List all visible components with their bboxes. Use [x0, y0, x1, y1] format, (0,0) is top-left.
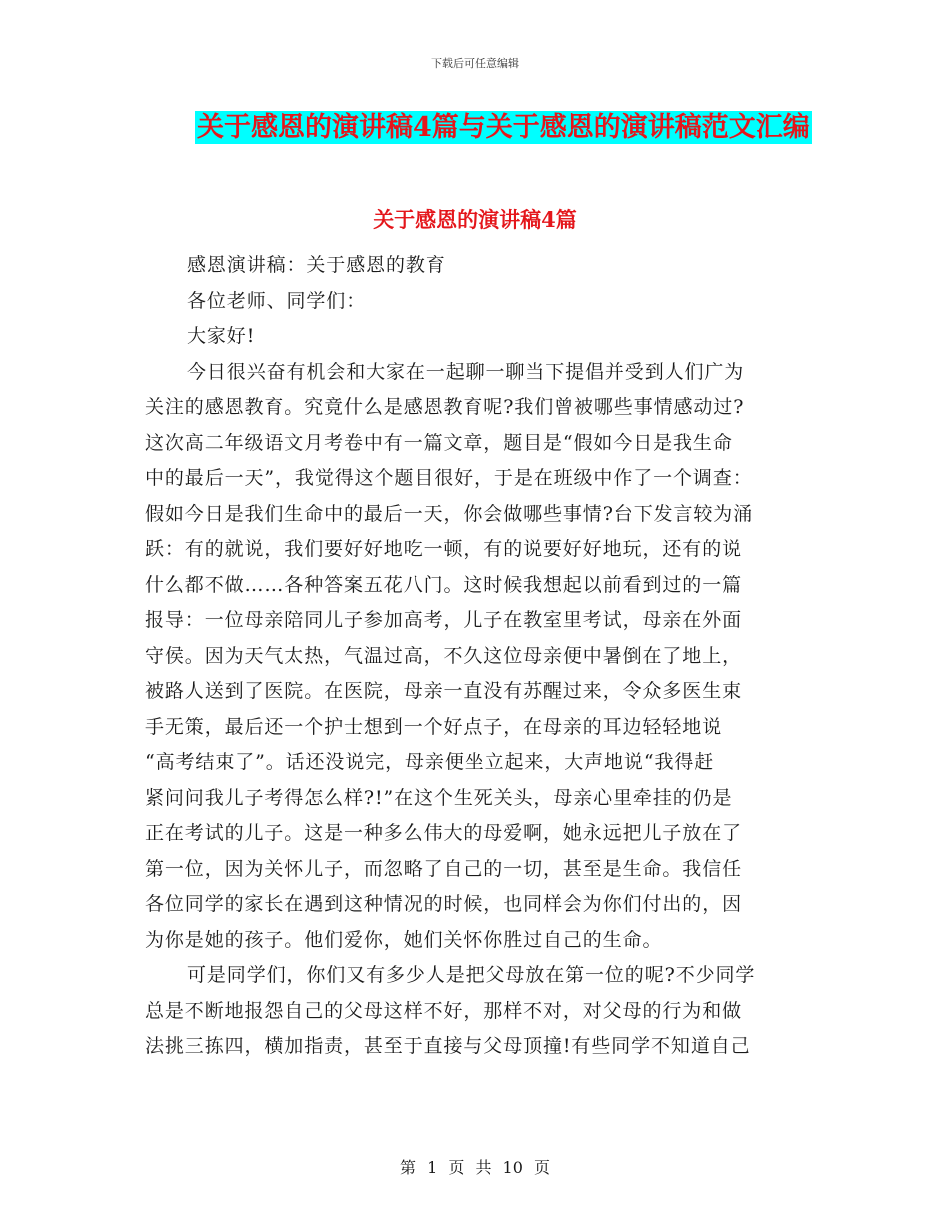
body-line: 什么都不做……各种答案五花八门。这时候我想起以前看到过的一篇	[145, 573, 743, 596]
header-note: 下载后可任意编辑	[431, 57, 519, 70]
body-line: 关注的感恩教育。究竟什么是感恩教育呢?我们曾被哪些事情感动过?	[145, 396, 745, 418]
body-line: 第一位，因为关怀儿子，而忽略了自己的一切，甚至是生命。我信任	[145, 857, 743, 880]
body-line: 感恩演讲稿：关于感恩的教育	[187, 254, 446, 276]
body-line: 中的最后一天”，我觉得这个题目很好，于是在班级中作了一个调查：	[145, 467, 753, 489]
body-line: 各位同学的家长在遇到这种情况的时候，也同样会为你们付出的，因	[145, 893, 743, 915]
body-line: 守侯。因为天气太热，气温过高，不久这位母亲便中暑倒在了地上，	[145, 644, 743, 667]
body-line: 大家好!	[187, 325, 256, 347]
body-line: 今日很兴奋有机会和大家在一起聊一聊当下提倡并受到人们广为	[187, 360, 745, 383]
body-line: 可是同学们，你们又有多少人是把父母放在第一位的呢?不少同学	[187, 964, 756, 986]
body-line: 这次高二年级语文月考卷中有一篇文章，题目是“假如今日是我生命	[145, 431, 733, 454]
document-title: 关于感恩的演讲稿4篇与关于感恩的演讲稿范文汇编	[197, 112, 810, 143]
body-line: 跃：有的就说，我们要好好地吃一顿，有的说要好好地玩，还有的说	[145, 538, 743, 560]
body-line: “高考结束了”。话还没说完，母亲便坐立起来，大声地说“我得赶	[145, 751, 715, 773]
body-line: 各位老师、同学们：	[187, 289, 367, 312]
body-line: 假如今日是我们生命中的最后一天，你会做哪些事情?台下发言较为涌	[145, 502, 754, 525]
page-number: 第 1 页 共 10 页	[400, 1158, 550, 1177]
document-body	[145, 248, 805, 1065]
body-line: 法挑三拣四，横加指责，甚至于直接与父母顶撞!有些同学不知道自己	[145, 1035, 751, 1057]
body-line: 被路人送到了医院。在医院，母亲一直没有苏醒过来，令众多医生束	[145, 680, 743, 702]
body-line: 报导：一位母亲陪同儿子参加高考，儿子在教室里考试，母亲在外面	[145, 609, 743, 631]
body-line: 总是不断地报怨自己的父母这样不好，那样不对，对父母的行为和做	[145, 999, 743, 1022]
body-line: 紧问问我儿子考得怎么样?!”在这个生死关头，母亲心里牵挂的仍是	[145, 786, 733, 809]
body-line: 为你是她的孩子。他们爱你，她们关怀你胜过自己的生命。	[145, 928, 663, 951]
body-line: 正在考试的儿子。这是一种多么伟大的母爱啊，她永远把儿子放在了	[145, 822, 743, 844]
body-line: 手无策，最后还一个护士想到一个好点子，在母亲的耳边轻轻地说	[145, 715, 723, 738]
section-title: 关于感恩的演讲稿4篇	[373, 207, 577, 232]
